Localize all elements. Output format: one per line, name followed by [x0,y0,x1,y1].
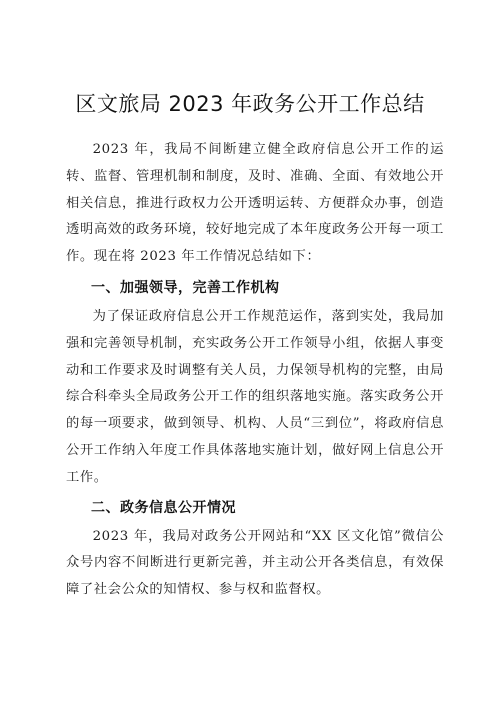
intro-paragraph: 2023 年，我局不间断建立健全政府信息公开工作的运转、监督、管理机制和制度，及时、准确、全面、有效地公开相关信息，推进行政权力公开透明运转、方便群众办事，创造透明高效的政务环境，较好地完成了本年度政务公开每一项工作。现在将 2023 年工作情况总结如下： [66,142,444,265]
section-body-leadership: 为了保证政府信息公开工作规范运作，落到实处，我局加强和完善领导机制，充实政务公开工作领导小组，依据人事变动和工作要求及时调整有关人员，力保领导机构的完整，由局综合科牵头全局政务公开工作的组织落地实施。落实政务公开的每一项要求，做到领导、机构、人员“三到位”，将政府信息公开工作纳入年度工作具体落地实施计划，做好网上信息公开工作。 [66,308,444,485]
section-body-disclosure: 2023 年，我局对政务公开网站和“XX 区文化馆”微信公众号内容不间断进行更新完善，并主动公开各类信息，有效保障了社会公众的知情权、参与权和监督权。 [66,528,444,598]
section-heading-leadership: 一、加强领导，完善工作机构 [91,279,280,296]
document-body [66,137,444,604]
document-title: 区文旅局 2023 年政务公开工作总结 [75,92,425,116]
section-heading-disclosure: 二、政务信息公开情况 [91,499,236,516]
